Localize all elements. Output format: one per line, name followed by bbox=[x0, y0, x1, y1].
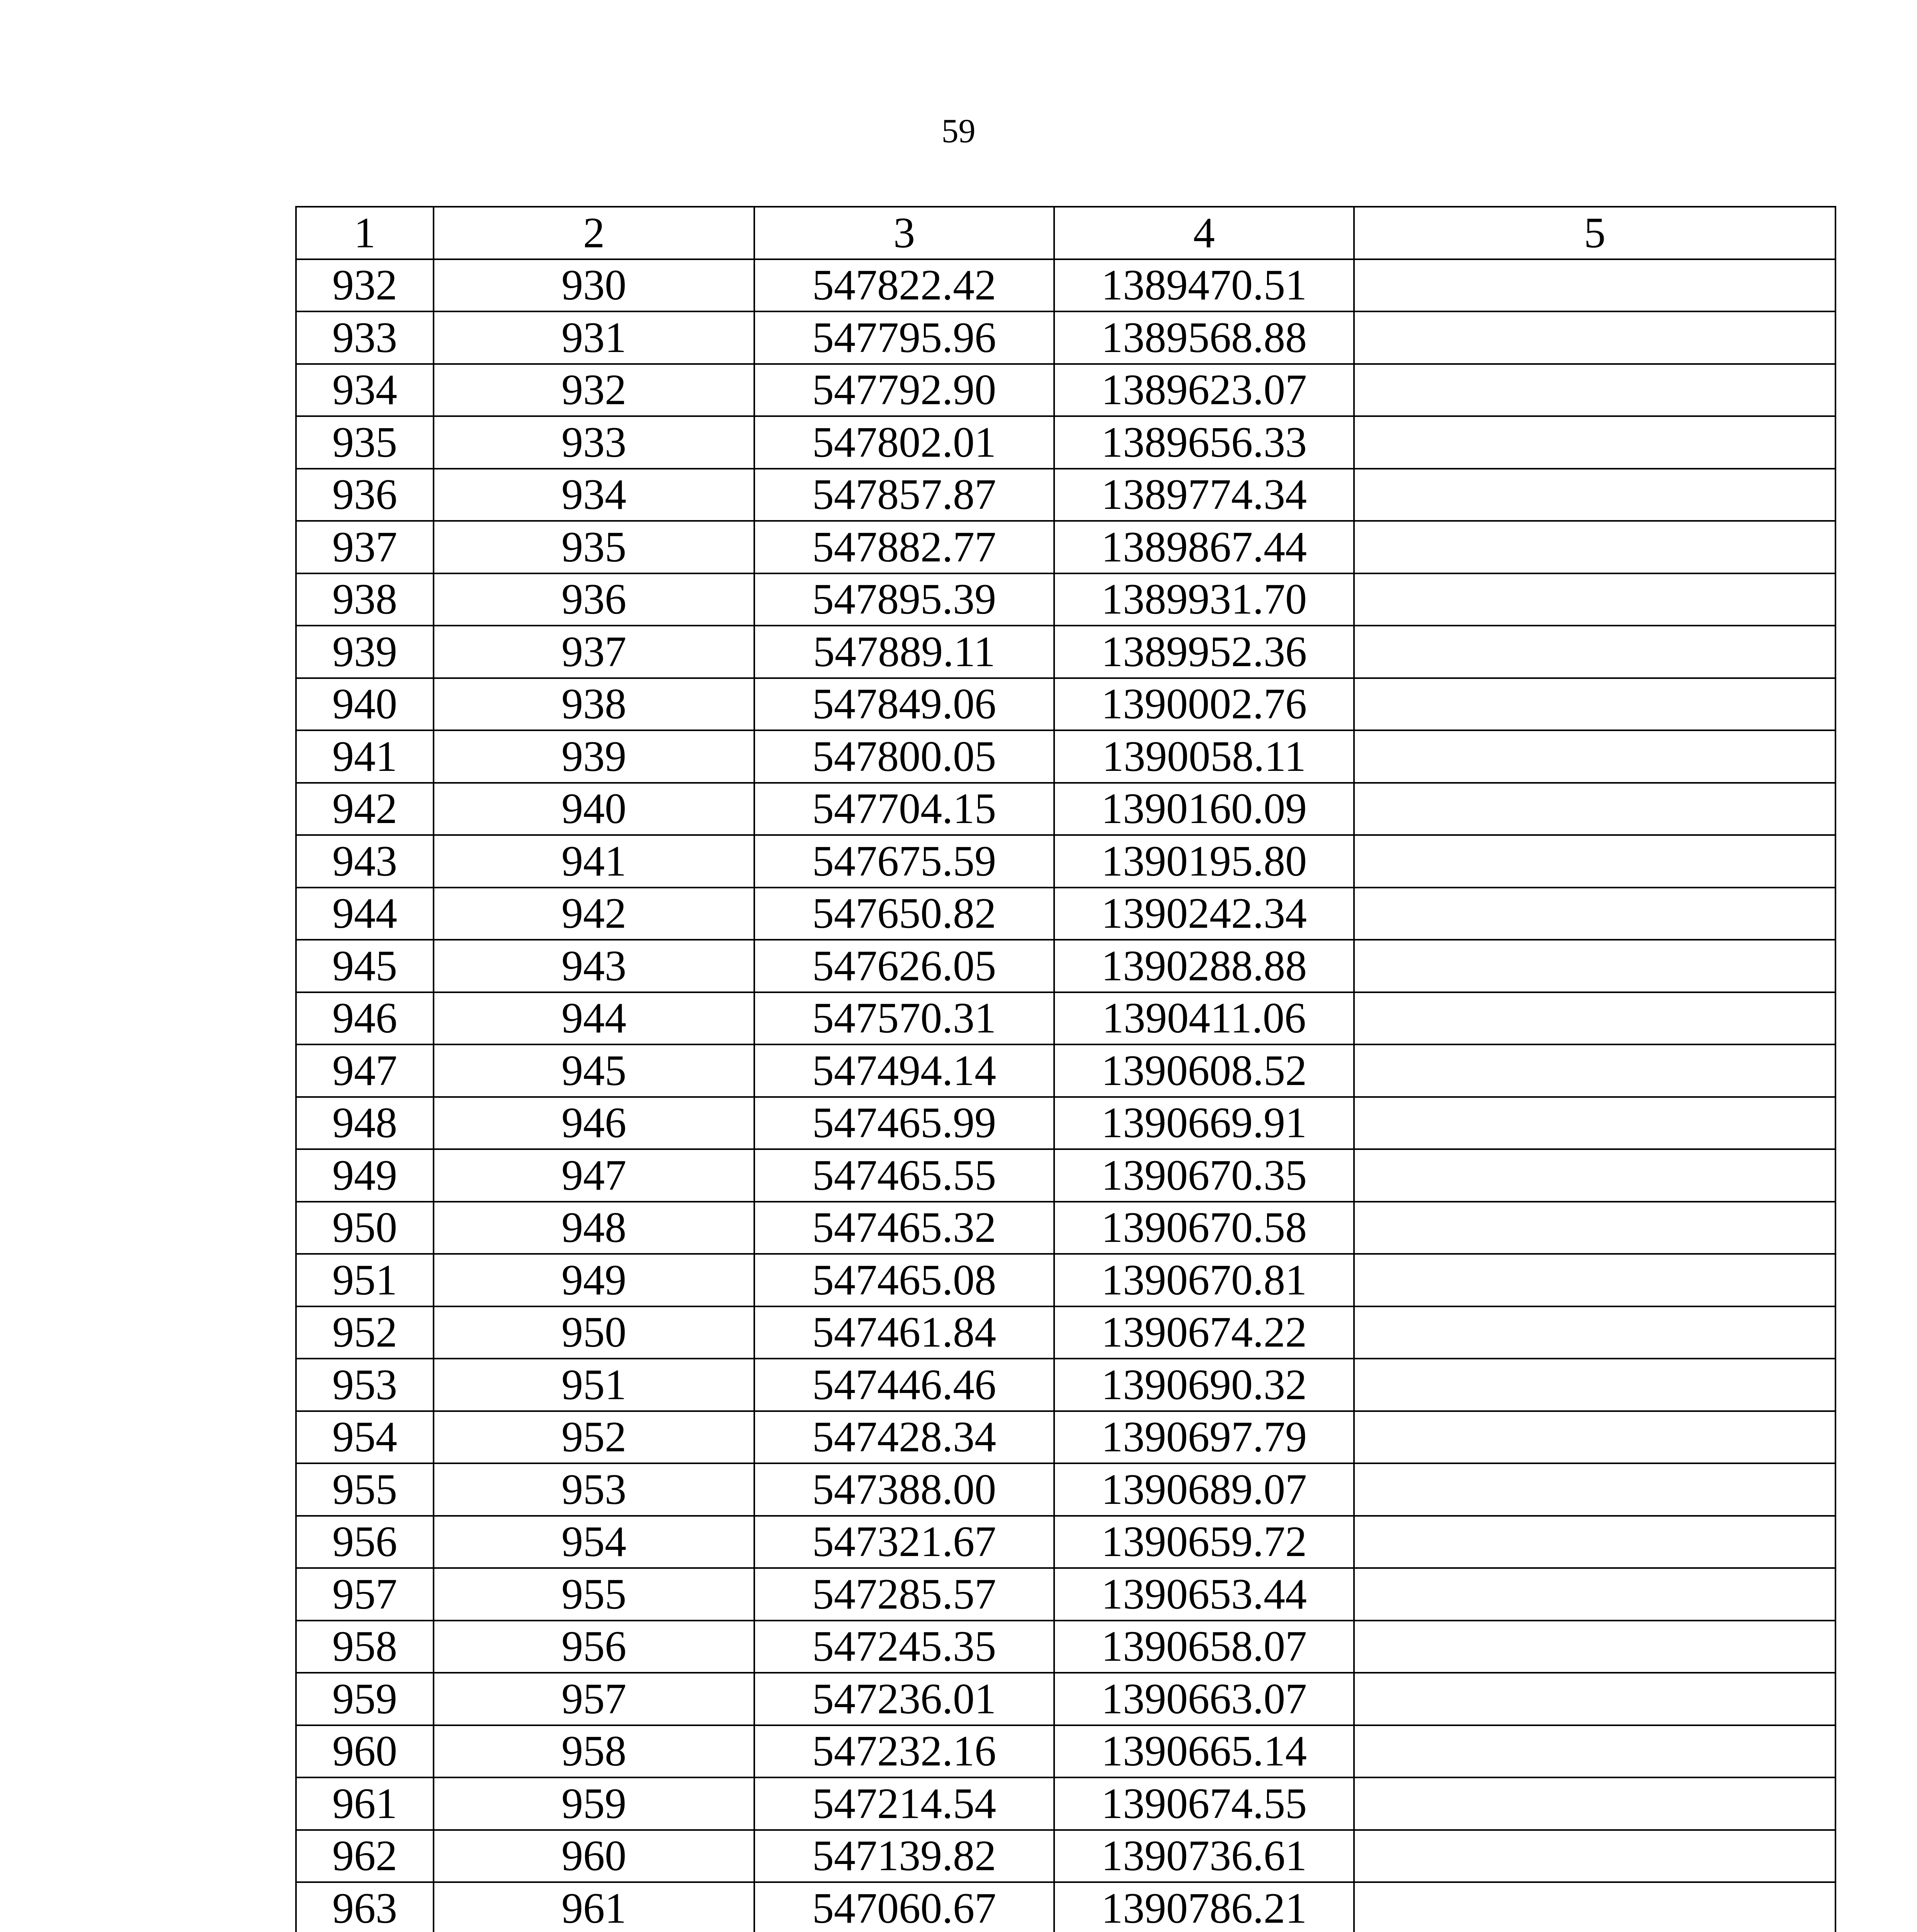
note-cell bbox=[1354, 1830, 1835, 1883]
note-cell bbox=[1354, 1516, 1835, 1568]
point-number-cell: 948 bbox=[434, 1202, 754, 1254]
point-number-cell: 935 bbox=[434, 521, 754, 573]
row-number-cell: 940 bbox=[296, 678, 434, 731]
column-header-1: 1 bbox=[296, 207, 434, 259]
note-cell bbox=[1354, 940, 1835, 992]
coord-x-cell: 547465.08 bbox=[754, 1254, 1054, 1306]
coord-x-cell: 547461.84 bbox=[754, 1306, 1054, 1359]
row-number-cell: 944 bbox=[296, 888, 434, 940]
point-number-cell: 946 bbox=[434, 1097, 754, 1150]
coord-x-cell: 547849.06 bbox=[754, 678, 1054, 731]
table-row bbox=[296, 364, 1835, 417]
coord-y-cell: 1390659.72 bbox=[1054, 1516, 1354, 1568]
table-row bbox=[296, 1202, 1835, 1254]
column-header-4: 4 bbox=[1054, 207, 1354, 259]
table-header-row bbox=[296, 207, 1835, 259]
note-cell bbox=[1354, 1359, 1835, 1411]
note-cell bbox=[1354, 992, 1835, 1045]
point-number-cell: 960 bbox=[434, 1830, 754, 1883]
coord-x-cell: 547626.05 bbox=[754, 940, 1054, 992]
coord-y-cell: 1390736.61 bbox=[1054, 1830, 1354, 1883]
coord-x-cell: 547895.39 bbox=[754, 573, 1054, 626]
table-row bbox=[296, 311, 1835, 364]
table-row bbox=[296, 1830, 1835, 1883]
note-cell bbox=[1354, 1673, 1835, 1725]
row-number-cell: 942 bbox=[296, 783, 434, 835]
point-number-cell: 945 bbox=[434, 1044, 754, 1097]
coord-y-cell: 1390195.80 bbox=[1054, 835, 1354, 888]
table-row bbox=[296, 730, 1835, 783]
row-number-cell: 954 bbox=[296, 1411, 434, 1464]
coord-y-cell: 1389656.33 bbox=[1054, 416, 1354, 469]
coord-y-cell: 1390658.07 bbox=[1054, 1621, 1354, 1673]
coord-x-cell: 547388.00 bbox=[754, 1463, 1054, 1516]
table-row bbox=[296, 1254, 1835, 1306]
table-row bbox=[296, 678, 1835, 731]
note-cell bbox=[1354, 1149, 1835, 1202]
row-number-cell: 938 bbox=[296, 573, 434, 626]
table-row bbox=[296, 416, 1835, 469]
row-number-cell: 943 bbox=[296, 835, 434, 888]
row-number-cell: 949 bbox=[296, 1149, 434, 1202]
point-number-cell: 955 bbox=[434, 1568, 754, 1621]
coord-x-cell: 547060.67 bbox=[754, 1882, 1054, 1932]
coord-x-cell: 547465.55 bbox=[754, 1149, 1054, 1202]
row-number-cell: 956 bbox=[296, 1516, 434, 1568]
point-number-cell: 936 bbox=[434, 573, 754, 626]
coordinates-table bbox=[295, 206, 1836, 1932]
row-number-cell: 963 bbox=[296, 1882, 434, 1932]
coord-x-cell: 547650.82 bbox=[754, 888, 1054, 940]
coord-x-cell: 547285.57 bbox=[754, 1568, 1054, 1621]
note-cell bbox=[1354, 416, 1835, 469]
point-number-cell: 942 bbox=[434, 888, 754, 940]
row-number-cell: 941 bbox=[296, 730, 434, 783]
note-cell bbox=[1354, 1882, 1835, 1932]
note-cell bbox=[1354, 626, 1835, 678]
column-header-3: 3 bbox=[754, 207, 1054, 259]
coord-y-cell: 1389931.70 bbox=[1054, 573, 1354, 626]
coord-x-cell: 547236.01 bbox=[754, 1673, 1054, 1725]
point-number-cell: 953 bbox=[434, 1463, 754, 1516]
coord-y-cell: 1389867.44 bbox=[1054, 521, 1354, 573]
coord-y-cell: 1390160.09 bbox=[1054, 783, 1354, 835]
note-cell bbox=[1354, 1621, 1835, 1673]
row-number-cell: 958 bbox=[296, 1621, 434, 1673]
coord-y-cell: 1389774.34 bbox=[1054, 469, 1354, 521]
table-row bbox=[296, 1463, 1835, 1516]
table-row bbox=[296, 1359, 1835, 1411]
coord-x-cell: 547232.16 bbox=[754, 1725, 1054, 1778]
note-cell bbox=[1354, 573, 1835, 626]
point-number-cell: 952 bbox=[434, 1411, 754, 1464]
coord-y-cell: 1389568.88 bbox=[1054, 311, 1354, 364]
table-row bbox=[296, 1725, 1835, 1778]
point-number-cell: 951 bbox=[434, 1359, 754, 1411]
table-row bbox=[296, 1673, 1835, 1725]
row-number-cell: 959 bbox=[296, 1673, 434, 1725]
coord-x-cell: 547792.90 bbox=[754, 364, 1054, 417]
point-number-cell: 934 bbox=[434, 469, 754, 521]
point-number-cell: 937 bbox=[434, 626, 754, 678]
point-number-cell: 931 bbox=[434, 311, 754, 364]
coord-y-cell: 1390665.14 bbox=[1054, 1725, 1354, 1778]
coord-x-cell: 547795.96 bbox=[754, 311, 1054, 364]
table-row bbox=[296, 1306, 1835, 1359]
note-cell bbox=[1354, 1725, 1835, 1778]
table-row bbox=[296, 940, 1835, 992]
point-number-cell: 954 bbox=[434, 1516, 754, 1568]
page-number: 59 bbox=[941, 112, 976, 150]
note-cell bbox=[1354, 1097, 1835, 1150]
point-number-cell: 956 bbox=[434, 1621, 754, 1673]
table-row bbox=[296, 1882, 1835, 1932]
coord-y-cell: 1390669.91 bbox=[1054, 1097, 1354, 1150]
row-number-cell: 953 bbox=[296, 1359, 434, 1411]
point-number-cell: 930 bbox=[434, 259, 754, 312]
table-row bbox=[296, 469, 1835, 521]
column-header-2: 2 bbox=[434, 207, 754, 259]
coord-y-cell: 1390002.76 bbox=[1054, 678, 1354, 731]
coord-y-cell: 1390670.81 bbox=[1054, 1254, 1354, 1306]
point-number-cell: 939 bbox=[434, 730, 754, 783]
coord-x-cell: 547570.31 bbox=[754, 992, 1054, 1045]
row-number-cell: 946 bbox=[296, 992, 434, 1045]
coord-x-cell: 547822.42 bbox=[754, 259, 1054, 312]
point-number-cell: 961 bbox=[434, 1882, 754, 1932]
row-number-cell: 937 bbox=[296, 521, 434, 573]
row-number-cell: 955 bbox=[296, 1463, 434, 1516]
table-row bbox=[296, 573, 1835, 626]
row-number-cell: 957 bbox=[296, 1568, 434, 1621]
table-body bbox=[296, 207, 1835, 1932]
coord-y-cell: 1390674.55 bbox=[1054, 1777, 1354, 1830]
note-cell bbox=[1354, 1202, 1835, 1254]
point-number-cell: 958 bbox=[434, 1725, 754, 1778]
coord-x-cell: 547802.01 bbox=[754, 416, 1054, 469]
coord-y-cell: 1390653.44 bbox=[1054, 1568, 1354, 1621]
coord-y-cell: 1389470.51 bbox=[1054, 259, 1354, 312]
coord-x-cell: 547704.15 bbox=[754, 783, 1054, 835]
coord-x-cell: 547675.59 bbox=[754, 835, 1054, 888]
coord-x-cell: 547321.67 bbox=[754, 1516, 1054, 1568]
table-row bbox=[296, 1411, 1835, 1464]
coord-x-cell: 547800.05 bbox=[754, 730, 1054, 783]
row-number-cell: 951 bbox=[296, 1254, 434, 1306]
row-number-cell: 932 bbox=[296, 259, 434, 312]
coord-y-cell: 1390663.07 bbox=[1054, 1673, 1354, 1725]
note-cell bbox=[1354, 311, 1835, 364]
coord-x-cell: 547857.87 bbox=[754, 469, 1054, 521]
point-number-cell: 932 bbox=[434, 364, 754, 417]
table-row bbox=[296, 1044, 1835, 1097]
coord-y-cell: 1390058.11 bbox=[1054, 730, 1354, 783]
coord-x-cell: 547428.34 bbox=[754, 1411, 1054, 1464]
point-number-cell: 941 bbox=[434, 835, 754, 888]
row-number-cell: 952 bbox=[296, 1306, 434, 1359]
row-number-cell: 947 bbox=[296, 1044, 434, 1097]
note-cell bbox=[1354, 1777, 1835, 1830]
table-row bbox=[296, 835, 1835, 888]
point-number-cell: 957 bbox=[434, 1673, 754, 1725]
note-cell bbox=[1354, 783, 1835, 835]
coord-y-cell: 1390411.06 bbox=[1054, 992, 1354, 1045]
note-cell bbox=[1354, 1463, 1835, 1516]
table-row bbox=[296, 1621, 1835, 1673]
row-number-cell: 950 bbox=[296, 1202, 434, 1254]
row-number-cell: 936 bbox=[296, 469, 434, 521]
row-number-cell: 933 bbox=[296, 311, 434, 364]
row-number-cell: 934 bbox=[296, 364, 434, 417]
note-cell bbox=[1354, 730, 1835, 783]
coord-x-cell: 547214.54 bbox=[754, 1777, 1054, 1830]
note-cell bbox=[1354, 678, 1835, 731]
row-number-cell: 945 bbox=[296, 940, 434, 992]
row-number-cell: 962 bbox=[296, 1830, 434, 1883]
coord-x-cell: 547882.77 bbox=[754, 521, 1054, 573]
coord-x-cell: 547465.32 bbox=[754, 1202, 1054, 1254]
coord-x-cell: 547889.11 bbox=[754, 626, 1054, 678]
coord-x-cell: 547245.35 bbox=[754, 1621, 1054, 1673]
note-cell bbox=[1354, 1411, 1835, 1464]
table-row bbox=[296, 1097, 1835, 1150]
coord-y-cell: 1389952.36 bbox=[1054, 626, 1354, 678]
coord-y-cell: 1390288.88 bbox=[1054, 940, 1354, 992]
point-number-cell: 944 bbox=[434, 992, 754, 1045]
coord-x-cell: 547465.99 bbox=[754, 1097, 1054, 1150]
note-cell bbox=[1354, 1044, 1835, 1097]
point-number-cell: 949 bbox=[434, 1254, 754, 1306]
note-cell bbox=[1354, 835, 1835, 888]
row-number-cell: 961 bbox=[296, 1777, 434, 1830]
point-number-cell: 940 bbox=[434, 783, 754, 835]
table-row bbox=[296, 1149, 1835, 1202]
coord-y-cell: 1390608.52 bbox=[1054, 1044, 1354, 1097]
column-header-5: 5 bbox=[1354, 207, 1835, 259]
table-row bbox=[296, 992, 1835, 1045]
point-number-cell: 938 bbox=[434, 678, 754, 731]
coord-y-cell: 1390242.34 bbox=[1054, 888, 1354, 940]
note-cell bbox=[1354, 1254, 1835, 1306]
note-cell bbox=[1354, 259, 1835, 312]
row-number-cell: 935 bbox=[296, 416, 434, 469]
table-row bbox=[296, 888, 1835, 940]
coord-y-cell: 1390674.22 bbox=[1054, 1306, 1354, 1359]
table-row bbox=[296, 1568, 1835, 1621]
note-cell bbox=[1354, 888, 1835, 940]
table-row bbox=[296, 521, 1835, 573]
coord-y-cell: 1390689.07 bbox=[1054, 1463, 1354, 1516]
coord-y-cell: 1389623.07 bbox=[1054, 364, 1354, 417]
point-number-cell: 959 bbox=[434, 1777, 754, 1830]
table-row bbox=[296, 1777, 1835, 1830]
table-row bbox=[296, 783, 1835, 835]
note-cell bbox=[1354, 469, 1835, 521]
note-cell bbox=[1354, 521, 1835, 573]
table-row bbox=[296, 1516, 1835, 1568]
row-number-cell: 948 bbox=[296, 1097, 434, 1150]
note-cell bbox=[1354, 1568, 1835, 1621]
coord-y-cell: 1390697.79 bbox=[1054, 1411, 1354, 1464]
table-row bbox=[296, 259, 1835, 312]
table-row bbox=[296, 626, 1835, 678]
row-number-cell: 939 bbox=[296, 626, 434, 678]
coord-x-cell: 547494.14 bbox=[754, 1044, 1054, 1097]
coord-x-cell: 547139.82 bbox=[754, 1830, 1054, 1883]
coord-y-cell: 1390670.58 bbox=[1054, 1202, 1354, 1254]
point-number-cell: 950 bbox=[434, 1306, 754, 1359]
point-number-cell: 933 bbox=[434, 416, 754, 469]
point-number-cell: 947 bbox=[434, 1149, 754, 1202]
row-number-cell: 960 bbox=[296, 1725, 434, 1778]
note-cell bbox=[1354, 364, 1835, 417]
coord-y-cell: 1390670.35 bbox=[1054, 1149, 1354, 1202]
coord-x-cell: 547446.46 bbox=[754, 1359, 1054, 1411]
note-cell bbox=[1354, 1306, 1835, 1359]
coord-y-cell: 1390786.21 bbox=[1054, 1882, 1354, 1932]
point-number-cell: 943 bbox=[434, 940, 754, 992]
coord-y-cell: 1390690.32 bbox=[1054, 1359, 1354, 1411]
